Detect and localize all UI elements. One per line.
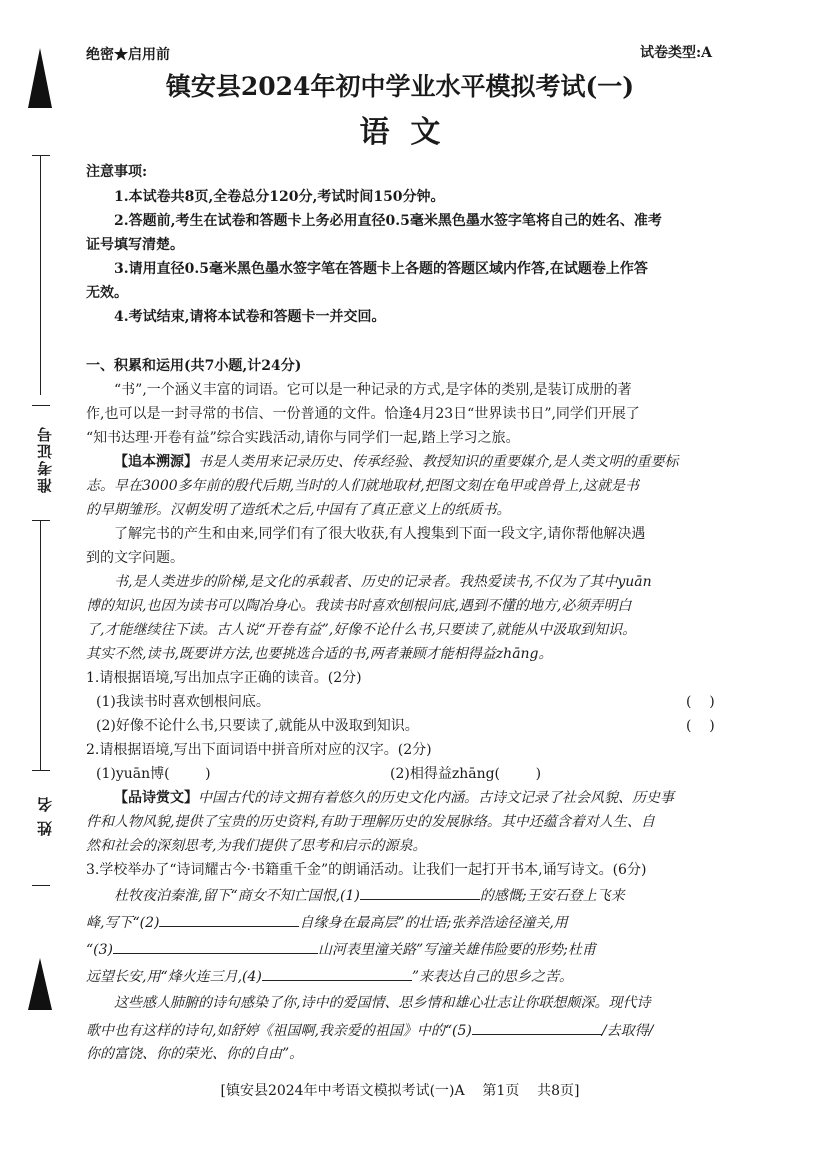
intro-line-2: 作,也可以是一封寻常的书信、一份普通的文件。恰逢4月23日“世界读书日”,同学们开展了 (86, 406, 640, 422)
q3-line-7: 你的富饶、你的荣光、你的自由”。 (86, 1046, 304, 1062)
q2-stem: 2.请根据语境,写出下面词语中拼音所对应的汉字。(2分) (86, 742, 432, 758)
trace-line-2: 志。早在3000多年前的殷代后期,当时的人们就地取材,把图文刻在龟甲或兽骨上,这就是书 (86, 478, 639, 494)
q3-line-6-b: /去取得/ (601, 1023, 654, 1039)
binding-line-2 (40, 520, 41, 770)
q3-line-2-a: 峰,写下“(2) (86, 915, 160, 931)
passage-line-4: 其实不然,读书,既要讲方法,也要挑选合适的书,两者兼顾才能相得益zhāng。 (86, 646, 553, 662)
poem-line-2: 件和人物风貌,提供了宝贵的历史资料,有助于理解历史的发展脉络。其中还蕴含着对人生、自 (86, 814, 655, 830)
note-item-1: 1.本试卷共8页,全卷总分120分,考试时间150分钟。 (114, 189, 445, 205)
q3-line-1 (114, 883, 625, 908)
note-item-2-cont: 证号填写清楚。 (86, 237, 184, 253)
binding-line-1 (40, 155, 41, 395)
q1-stem: 1.请根据语境,写出加点字正确的读音。(2分) (86, 670, 362, 686)
intro-line-1: “书”,一个涵义丰富的词语。它可以是一种记录的方式,是字体的类别,是装订成册的著 (114, 382, 632, 398)
trace-tag: 【追本溯源】 (114, 454, 198, 470)
note-item-4: 4.考试结束,请将本试卷和答题卡一并交回。 (114, 309, 386, 325)
passage-line-2: 博的知识,也因为读书可以陶冶身心。我读书时喜欢刨根问底,遇到不懂的地方,必须弄明白 (86, 598, 632, 614)
trace-line-1 (114, 450, 678, 474)
secret-label: 绝密★启用前 (86, 47, 170, 63)
q3-line-1-b: 的感慨;王安石登上飞来 (479, 888, 625, 904)
after-trace-line-2: 到的文字问题。 (86, 550, 184, 566)
binding-tick-5 (32, 885, 50, 886)
q3-line-3-a: “(3) (86, 942, 113, 958)
q3-line-2-b: 自缘身在最高层”的壮语;张养浩途径潼关,用 (299, 915, 568, 931)
intro-line-3: “知书达理·开卷有益”综合实践活动,请你与同学们一起,踏上学习之旅。 (86, 430, 520, 446)
page-footer: [镇安县2024年中考语文模拟考试(一)A 第1页 共8页] (220, 1083, 580, 1099)
exam-id-label: 准考证号 (36, 425, 54, 493)
q2-item-b[interactable]: (2)相得益zhāng( ) (390, 766, 542, 782)
poem-line-1 (114, 786, 674, 810)
q3-line-6 (86, 1018, 653, 1043)
q3-line-5: 这些感人肺腑的诗句感染了你,诗中的爱国情、思乡情和雄心壮志让你联想颇深。现代诗 (114, 995, 651, 1011)
q3-line-4-a: 远望长安,用“烽火连三月,(4) (86, 969, 262, 985)
q3-line-4 (86, 964, 573, 989)
binding-tick-2 (32, 405, 50, 406)
binding-mark-bottom (28, 958, 52, 1010)
q3-line-2 (86, 910, 568, 935)
exam-title: 镇安县2024年初中学业水平模拟考试(一) (165, 72, 635, 101)
notes-heading: 注意事项: (86, 164, 148, 180)
q3-blank-4[interactable] (262, 964, 412, 981)
poem-text-1: 中国古代的诗文拥有着悠久的历史文化内涵。古诗文记录了社会风貌、历史事 (198, 790, 674, 806)
q3-blank-2[interactable] (159, 910, 299, 927)
q3-line-3 (86, 937, 596, 962)
q1-answer-paren-b[interactable]: ( ) (686, 718, 715, 734)
q1-item-b: (2)好像不论什么书,只要读了,就能从中汲取到知识。 (96, 718, 419, 734)
note-item-3-cont: 无效。 (86, 285, 128, 301)
q2-item-a[interactable]: (1)yuān博( ) (96, 766, 211, 782)
paper-type-label: 试卷类型:A (640, 45, 713, 61)
q3-line-4-b: ”来表达自己的思乡之苦。 (411, 969, 574, 985)
binding-tick-3 (32, 520, 50, 521)
q1-item-a: (1)我读书时喜欢刨根问底。 (96, 694, 270, 710)
trace-text-1: 书是人类用来记录历史、传承经验、教授知识的重要媒介,是人类文明的重要标 (198, 454, 679, 470)
q3-blank-5[interactable] (472, 1018, 602, 1035)
binding-tick-1 (32, 155, 50, 156)
poem-tag: 【品诗赏文】 (114, 790, 198, 806)
passage-line-1: 书,是人类进步的阶梯,是文化的承载者、历史的记录者。我热爱读书,不仅为了其中yuān (114, 574, 652, 590)
q3-stem: 3.学校举办了“诗词耀古今·书籍重千金”的朗诵活动。让我们一起打开书本,诵写诗文。(6分) (86, 862, 647, 878)
q3-line-1-a: 杜牧夜泊秦淮,留下“商女不知亡国恨,(1) (114, 888, 360, 904)
q1-answer-paren-a[interactable]: ( ) (686, 694, 715, 710)
binding-tick-4 (32, 770, 50, 771)
note-item-3: 3.请用直径0.5毫米黑色墨水签字笔在答题卡上各题的答题区域内作答,在试题卷上作答 (114, 261, 648, 277)
subject-title: 语 文 (359, 115, 441, 150)
passage-line-3: 了,才能继续往下读。古人说“开卷有益”,好像不论什么书,只要读了,就能从中汲取到知识。 (86, 622, 637, 638)
binding-mark-top (28, 48, 52, 108)
q3-line-3-b: 山河表里潼关路”写潼关雄伟险要的形势;杜甫 (318, 942, 596, 958)
poem-line-3: 然和社会的深刻思考,为我们提供了思考和启示的源泉。 (86, 838, 427, 854)
q3-line-6-a: 歌中也有这样的诗句,如舒婷《祖国啊,我亲爱的祖国》中的“(5) (86, 1023, 472, 1039)
note-item-2: 2.答题前,考生在试卷和答题卡上务必用直径0.5毫米黑色墨水签字笔将自己的姓名、准考 (114, 213, 662, 229)
section-heading: 一、积累和运用(共7小题,计24分) (86, 358, 302, 374)
after-trace-line-1: 了解完书的产生和由来,同学们有了很大收获,有人搜集到下面一段文字,请你帮他解决遇 (114, 526, 646, 542)
q3-blank-1[interactable] (360, 883, 480, 900)
name-label: 姓 名 (36, 795, 54, 837)
q3-blank-3[interactable] (113, 937, 318, 954)
trace-line-3: 的早期雏形。汉朝发明了造纸术之后,中国有了真正意义上的纸质书。 (86, 502, 511, 518)
